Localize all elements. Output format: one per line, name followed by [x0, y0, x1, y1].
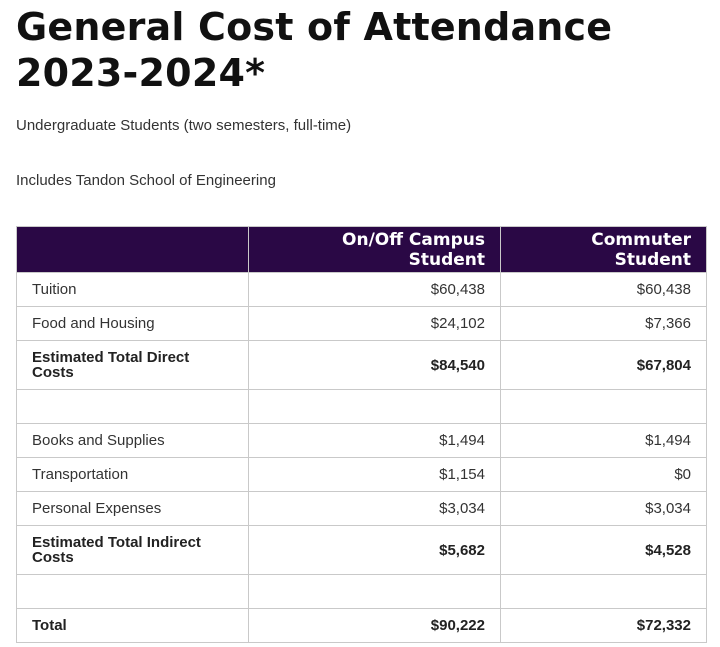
- commuter-value: $7,366: [501, 307, 707, 341]
- on-off-value: $84,540: [249, 341, 501, 390]
- table-header-row: [17, 227, 707, 273]
- table-row-spacer: [17, 390, 707, 424]
- row-label: [17, 390, 249, 424]
- commuter-value: $3,034: [501, 492, 707, 526]
- row-label: Total: [17, 609, 249, 643]
- tandon-note: Includes Tandon School of Engineering: [16, 172, 276, 189]
- commuter-value: $4,528: [501, 526, 707, 575]
- row-label: Transportation: [17, 458, 249, 492]
- on-off-value: $5,682: [249, 526, 501, 575]
- header-on-off-campus: On/Off Campus Student: [249, 227, 501, 273]
- table-row-total-direct: [17, 341, 707, 390]
- on-off-value: $1,154: [249, 458, 501, 492]
- row-label: Food and Housing: [17, 307, 249, 341]
- table-row-total: [17, 609, 707, 643]
- commuter-value: $67,804: [501, 341, 707, 390]
- on-off-value: $1,494: [249, 424, 501, 458]
- on-off-value: $60,438: [249, 273, 501, 307]
- row-label: Estimated Total Indirect Costs: [17, 526, 249, 575]
- commuter-value: [501, 390, 707, 424]
- on-off-value: $3,034: [249, 492, 501, 526]
- on-off-value: $90,222: [249, 609, 501, 643]
- commuter-value: $60,438: [501, 273, 707, 307]
- row-label: [17, 575, 249, 609]
- commuter-value: $1,494: [501, 424, 707, 458]
- on-off-value: $24,102: [249, 307, 501, 341]
- on-off-value: [249, 390, 501, 424]
- commuter-value: $72,332: [501, 609, 707, 643]
- cost-of-attendance-table: [16, 226, 707, 643]
- table-row-total-indirect: [17, 526, 707, 575]
- commuter-value: [501, 575, 707, 609]
- header-empty: [17, 227, 249, 273]
- row-label: Books and Supplies: [17, 424, 249, 458]
- table-row-books-supplies: [17, 424, 707, 458]
- table-row-transportation: [17, 458, 707, 492]
- commuter-value: $0: [501, 458, 707, 492]
- header-commuter: Commuter Student: [501, 227, 707, 273]
- row-label: Personal Expenses: [17, 492, 249, 526]
- on-off-value: [249, 575, 501, 609]
- table-row-tuition: [17, 273, 707, 307]
- subtitle: Undergraduate Students (two semesters, full-time): [16, 117, 352, 134]
- table-row-personal-expenses: [17, 492, 707, 526]
- row-label: Tuition: [17, 273, 249, 307]
- table-row-spacer: [17, 575, 707, 609]
- page-title: General Cost of Attendance 2023-2024*: [16, 5, 613, 95]
- row-label: Estimated Total Direct Costs: [17, 341, 249, 390]
- table-row-food-housing: [17, 307, 707, 341]
